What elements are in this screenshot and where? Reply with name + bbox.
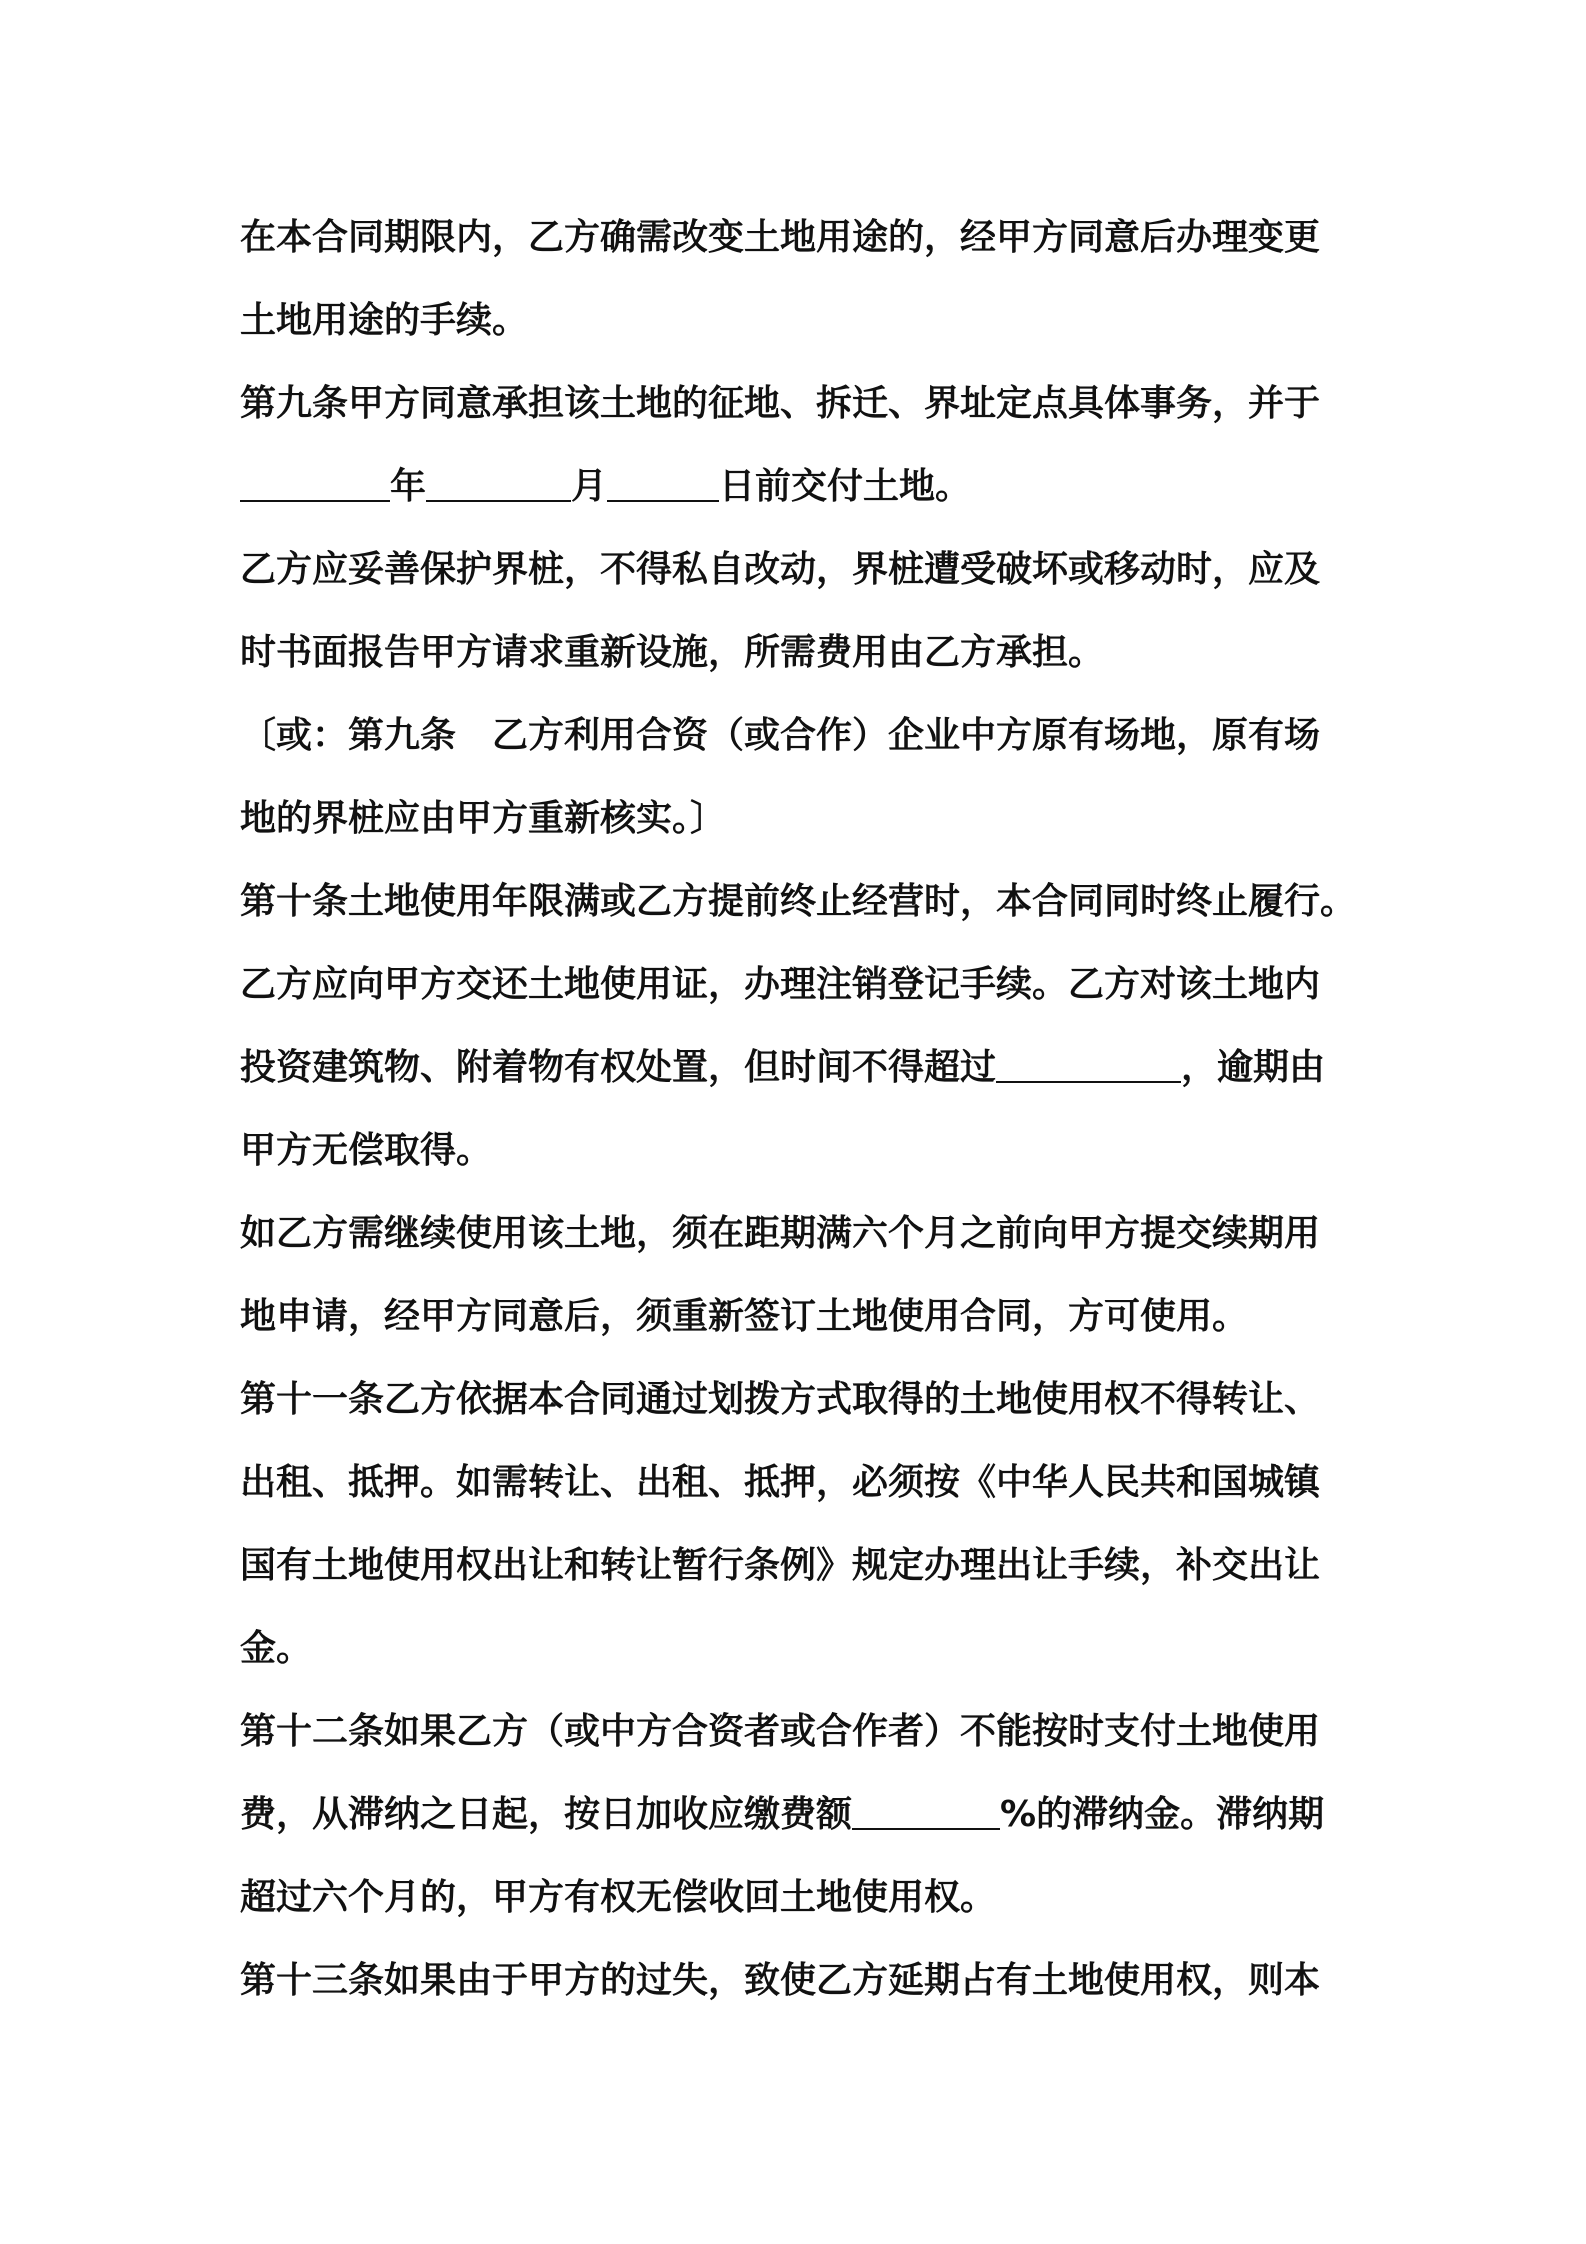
article-13-heading: 第十三条如果由于甲方的过失，致使乙方延期占有土地使用权，则本: [240, 1960, 1321, 2001]
text-line: 在本合同期限内，乙方确需改变土地用途的，经甲方同意后办理变更: [240, 217, 1321, 258]
month-blank: [426, 472, 571, 502]
year-label: 年: [390, 466, 427, 507]
text-line: 超过六个月的，甲方有权无偿收回土地使用权。: [240, 1877, 997, 1918]
text-line: 地申请，经甲方同意后，须重新签订土地使用合同，方可使用。: [240, 1296, 1249, 1337]
disposal-period-line: [240, 1026, 1390, 1109]
month-label: 月: [571, 466, 608, 507]
percentage-blank: [852, 1800, 1000, 1830]
text-line: 地的界桩应由甲方重新核实。〕: [240, 798, 727, 839]
article-9-heading: 第九条甲方同意承担该土地的征地、拆迁、界址定点具体事务，并于: [240, 383, 1321, 424]
text-line: 国有土地使用权出让和转让暂行条例》规定办理出让手续，补交出让: [240, 1545, 1321, 1586]
delivery-date-line: [240, 445, 1390, 528]
text-line: 乙方应向甲方交还土地使用证，办理注销登记手续。乙方对该土地内: [240, 964, 1321, 1005]
text-line: 甲方无偿取得。: [240, 1130, 493, 1171]
late-fee-text-pre: 费，从滞纳之日起，按日加收应缴费额: [240, 1794, 853, 1835]
text-line: 时书面报告甲方请求重新设施，所需费用由乙方承担。: [240, 632, 1105, 673]
article-12-heading: 第十二条如果乙方（或中方合资者或合作者）不能按时支付土地使用: [240, 1711, 1321, 1752]
alternative-article-9: 〔或：第九条 乙方利用合资（或合作）企业中方原有场地，原有场: [240, 715, 1321, 756]
text-line: 金。: [240, 1628, 313, 1669]
text-line: 出租、抵押。如需转让、出租、抵押，必须按《中华人民共和国城镇: [240, 1462, 1321, 1503]
year-blank: [240, 472, 390, 502]
article-11-heading: 第十一条乙方依据本合同通过划拨方式取得的土地使用权不得转让、: [240, 1379, 1321, 1420]
day-blank: [607, 472, 719, 502]
text-line: 土地用途的手续。: [240, 300, 529, 341]
late-fee-line: [240, 1773, 1390, 1856]
text-line: 乙方应妥善保护界桩，不得私自改动，界桩遭受破坏或移动时，应及: [240, 549, 1321, 590]
contract-text-body: [240, 196, 1390, 2022]
disposal-text-pre: 投资建筑物、附着物有权处置，但时间不得超过: [240, 1047, 997, 1088]
period-blank: [996, 1053, 1181, 1083]
day-label: 日前交付土地。: [719, 466, 972, 507]
late-fee-text-post: %的滞纳金。滞纳期: [1000, 1794, 1325, 1835]
article-10-heading: 第十条土地使用年限满或乙方提前终止经营时，本合同同时终止履行。: [240, 881, 1357, 922]
text-line: 如乙方需继续使用该土地，须在距期满六个月之前向甲方提交续期用: [240, 1213, 1321, 1254]
disposal-text-post: ，逾期由: [1181, 1047, 1326, 1088]
